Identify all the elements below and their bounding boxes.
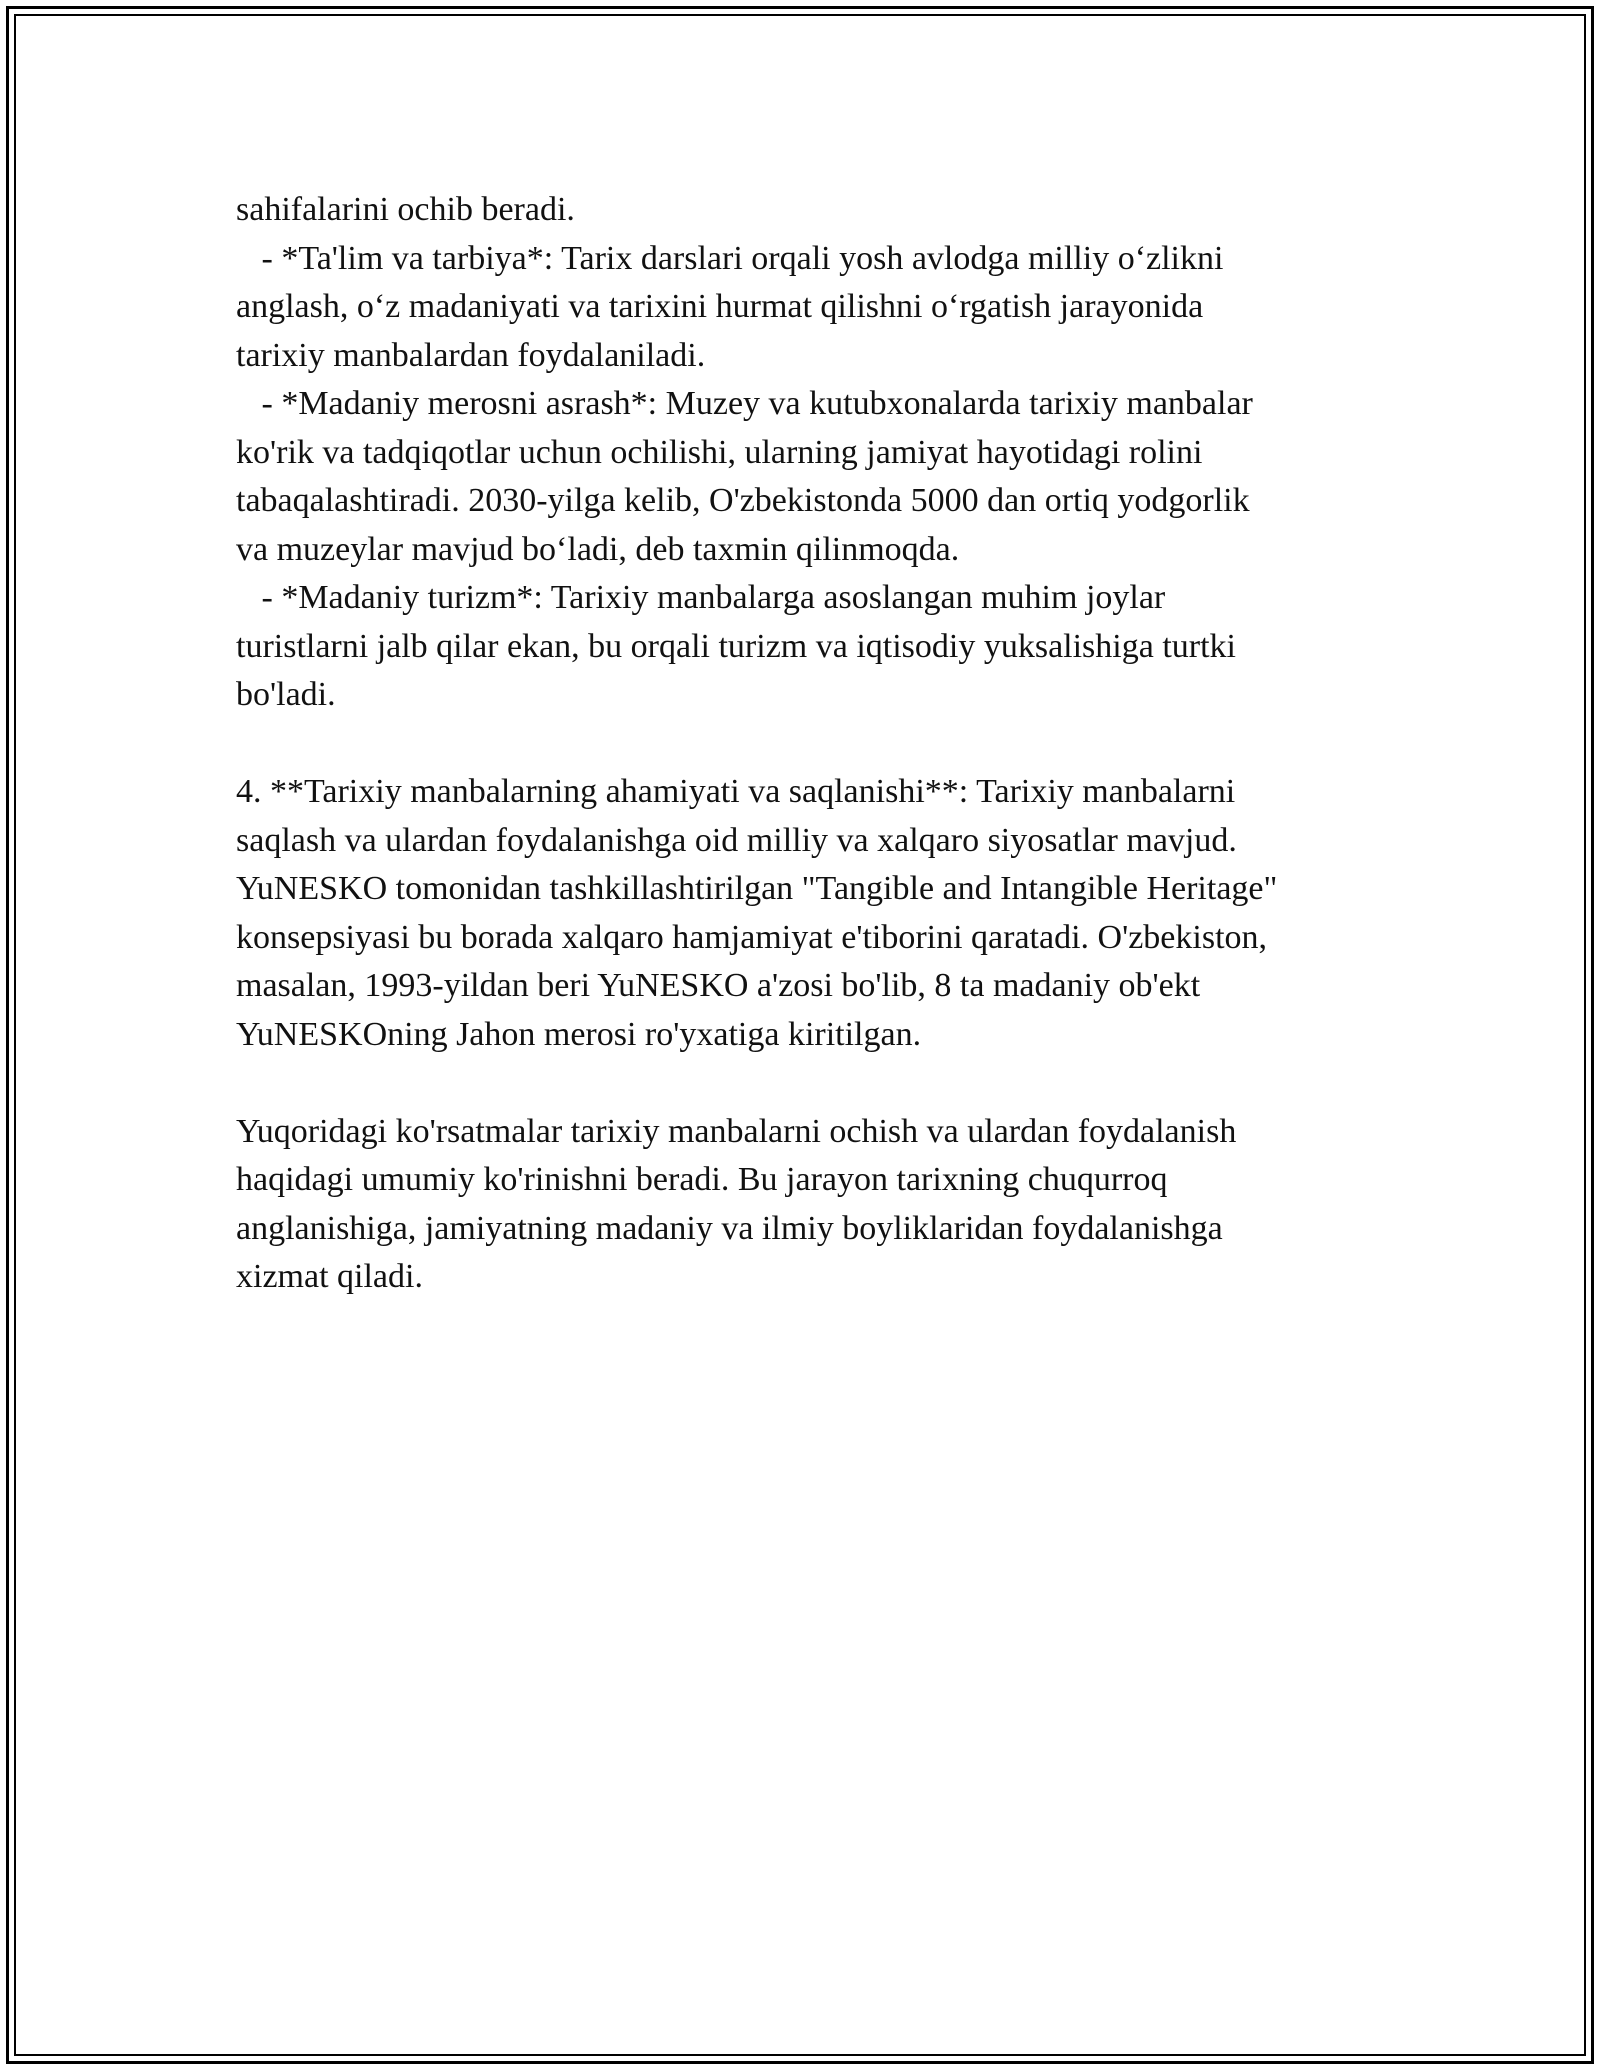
text-line: va muzeylar mavjud bo‘ladi, deb taxmin qilinmoqda. xyxy=(236,530,960,568)
text-line: YuNESKOning Jahon merosi ro'yxatiga kiritilgan. xyxy=(236,1015,922,1053)
text-line: haqidagi umumiy ko'rinishni beradi. Bu jarayon tarixning chuqurroq xyxy=(236,1161,1168,1198)
text-line: masalan, 1993-yildan beri YuNESKO a'zosi bo'lib, 8 ta madaniy ob'ekt xyxy=(236,967,1201,1004)
text-line: bo'ladi. xyxy=(236,676,336,713)
text-line: 4. **Tarixiy manbalarning ahamiyati va saqlanishi**: Tarixiy manbalarni xyxy=(236,773,1236,810)
text-line: anglanishiga, jamiyatning madaniy va ilmiy boyliklaridan foydalanishga xyxy=(236,1209,1223,1247)
text-line: tarixiy manbalardan foydalaniladi. xyxy=(236,336,706,374)
text-line: sahifalarini ochib beradi. xyxy=(236,191,575,228)
text-line: turistlarni jalb qilar ekan, bu orqali turizm va iqtisodiy yuksalishiga turtki xyxy=(236,627,1236,665)
text-line: tabaqalashtiradi. 2030-yilga kelib, O'zbekistonda 5000 dan ortiq yodgorlik xyxy=(236,482,1250,519)
text-line: konsepsiyasi bu borada xalqaro hamjamiyat e'tiborini qaratadi. O'zbekiston, xyxy=(236,918,1268,956)
paragraph-gap xyxy=(236,720,1436,769)
text-line: anglash, o‘z madaniyati va tarixini hurmat qilishni o‘rgatish jarayonida xyxy=(236,288,1204,325)
text-line: - *Madaniy turizm*: Tarixiy manbalarga asoslangan muhim joylar xyxy=(236,579,1166,616)
paragraph-gap xyxy=(236,1059,1436,1108)
text-line: saqlash va ulardan foydalanishga oid milliy va xalqaro siyosatlar mavjud. xyxy=(236,821,1237,859)
text-line: Yuqoridagi ko'rsatmalar tarixiy manbalarni ochish va ulardan foydalanish xyxy=(236,1112,1237,1150)
document-body xyxy=(236,186,1436,1302)
text-line: xizmat qiladi. xyxy=(236,1258,423,1295)
text-line: - *Ta'lim va tarbiya*: Tarix darslari orqali yosh avlodga milliy o‘zlikni xyxy=(236,239,1224,277)
text-line: ko'rik va tadqiqotlar uchun ochilishi, ularning jamiyat hayotidagi rolini xyxy=(236,433,1203,471)
text-line: - *Madaniy merosni asrash*: Muzey va kutubxonalarda tarixiy manbalar xyxy=(236,385,1253,422)
text-line: YuNESKO tomonidan tashkillashtirilgan "Tangible and Intangible Heritage" xyxy=(236,870,1278,907)
